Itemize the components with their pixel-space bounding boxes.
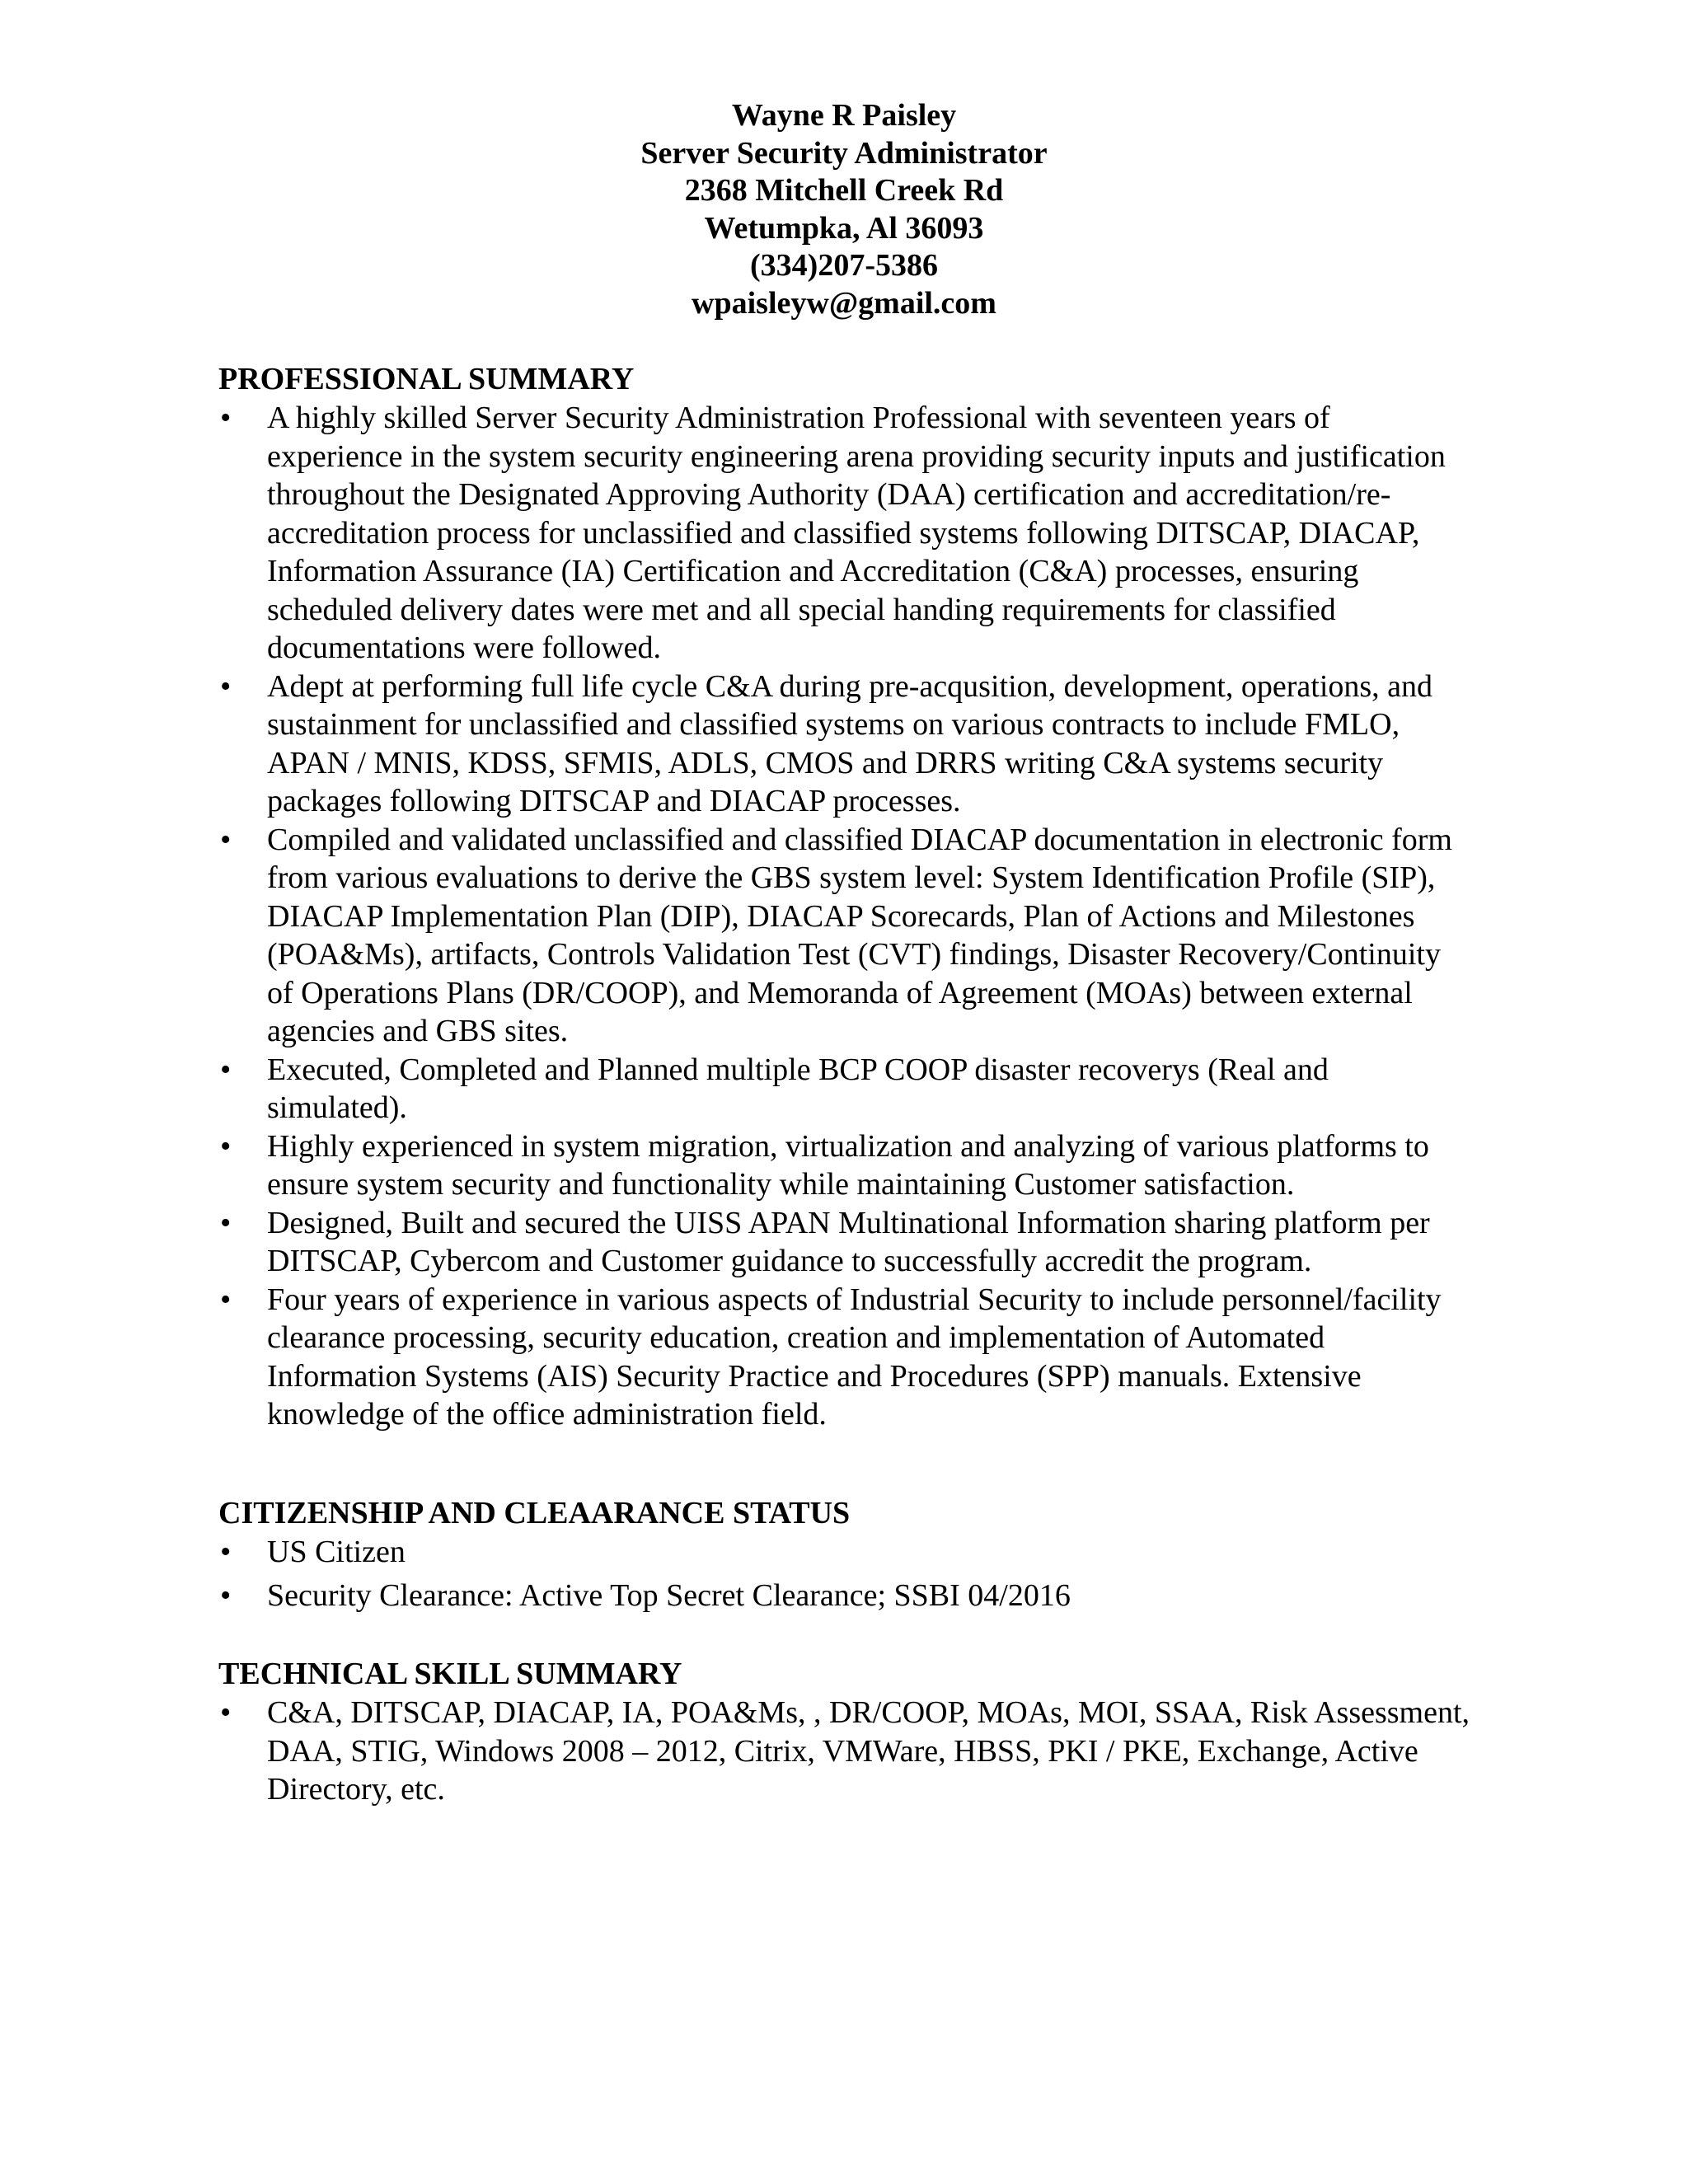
list-item <box>218 1281 1471 1434</box>
section-heading-citizenship: CITIZENSHIP AND CLEAARANCE STATUS <box>218 1496 851 1530</box>
list-item-text: C&A, DITSCAP, DIACAP, IA, POA&Ms, , DR/COOP, MOAs, MOI, SSAA, Risk Assessment, DAA, STIG, Windows 2008 – 2012, Citrix, VMWare, HBSS, PKI / PKE, Exchange, Active Directory, etc. <box>267 1695 1470 1807</box>
bullet-icon: • <box>220 1695 232 1730</box>
list-item <box>218 668 1471 821</box>
address-street: 2368 Mitchell Creek Rd <box>684 173 1004 208</box>
bullet-icon: • <box>220 1052 232 1087</box>
bullet-icon: • <box>220 1282 232 1317</box>
list-item <box>218 1051 1471 1127</box>
list-item-text: Executed, Completed and Planned multiple BCP COOP disaster recoverys (Real and simulated). <box>267 1052 1329 1125</box>
list-item-text: Four years of experience in various aspects of Industrial Security to include personnel/facility clearance processing, security education, creation and implementation of Automated Information Systems (AIS) Security Practice and Procedures (SPP) manuals. Extensive knowledge of the office administration field. <box>267 1282 1442 1432</box>
email-address: wpaisleyw@gmail.com <box>692 285 996 321</box>
list-item <box>218 821 1471 1051</box>
candidate-name: Wayne R Paisley <box>731 98 957 133</box>
list-item <box>218 1127 1471 1204</box>
citizenship-list <box>218 1533 1471 1615</box>
list-item-text: Adept at performing full life cycle C&A during pre-acqusition, development, operations, and sustainment for unclassified and classified systems on various contracts to include FMLO, APAN / MNIS, KDSS, SFMIS, ADLS, CMOS and DRRS writing C&A systems security packages following DITSCAP and DIACAP processes. <box>267 668 1433 818</box>
list-item-text: Highly experienced in system migration, virtualization and analyzing of various platforms to ensure system security and functionality while maintaining Customer satisfaction. <box>267 1128 1429 1202</box>
bullet-icon: • <box>220 668 232 704</box>
list-item-text: US Citizen <box>267 1535 406 1569</box>
list-item <box>218 1533 1471 1572</box>
bullet-icon: • <box>220 1535 232 1569</box>
list-item <box>218 1577 1471 1615</box>
job-title: Server Security Administrator <box>640 135 1048 171</box>
citizenship-section <box>218 1493 1471 1615</box>
list-item-text: Designed, Built and secured the UISS APAN Multinational Information sharing platform per DITSCAP, Cybercom and Customer guidance to successfully accredit the program. <box>267 1205 1430 1278</box>
list-item-text: Security Clearance: Active Top Secret Clearance; SSBI 04/2016 <box>267 1577 1071 1613</box>
section-heading-technical-skills: TECHNICAL SKILL SUMMARY <box>218 1657 682 1691</box>
list-item <box>218 399 1471 668</box>
professional-summary-list <box>218 399 1471 1434</box>
list-item <box>218 1694 1471 1809</box>
bullet-icon: • <box>220 401 232 435</box>
phone-number: (334)207-5386 <box>750 248 938 283</box>
bullet-icon: • <box>220 1205 232 1240</box>
bullet-icon: • <box>220 1577 232 1613</box>
bullet-icon: • <box>220 1128 232 1164</box>
resume-header <box>0 97 1688 322</box>
technical-skills-section <box>218 1654 1471 1809</box>
section-heading-professional-summary: PROFESSIONAL SUMMARY <box>218 362 635 396</box>
list-item-text: A highly skilled Server Security Administration Professional with seventeen years of experience in the system security engineering arena providing security inputs and justification throughout the Designated Approving Authority (DAA) certification and accreditation/re-accreditation process for unclassified and classified systems following DITSCAP, DIACAP, Information Assurance (IA) Certification and Accreditation (C&A) processes, ensuring scheduled delivery dates were met and all special handing requirements for classified documentations were followed. <box>267 401 1446 665</box>
technical-skills-list <box>218 1694 1471 1809</box>
list-item-text: Compiled and validated unclassified and classified DIACAP documentation in electronic form from various evaluations to derive the GBS system level: System Identification Profile (SIP), DIACAP Implementation Plan (DIP), DIACAP Scorecards, Plan of Actions and Milestones (POA&Ms), artifacts, Controls Validation Test (CVT) findings, Disaster Recovery/Continuity of Operations Plans (DR/COOP), and Memoranda of Agreement (MOAs) between external agencies and GBS sites. <box>267 822 1452 1048</box>
address-city: Wetumpka, Al 36093 <box>704 210 984 246</box>
bullet-icon: • <box>220 822 232 857</box>
list-item <box>218 1204 1471 1281</box>
professional-summary-section <box>218 359 1471 1434</box>
